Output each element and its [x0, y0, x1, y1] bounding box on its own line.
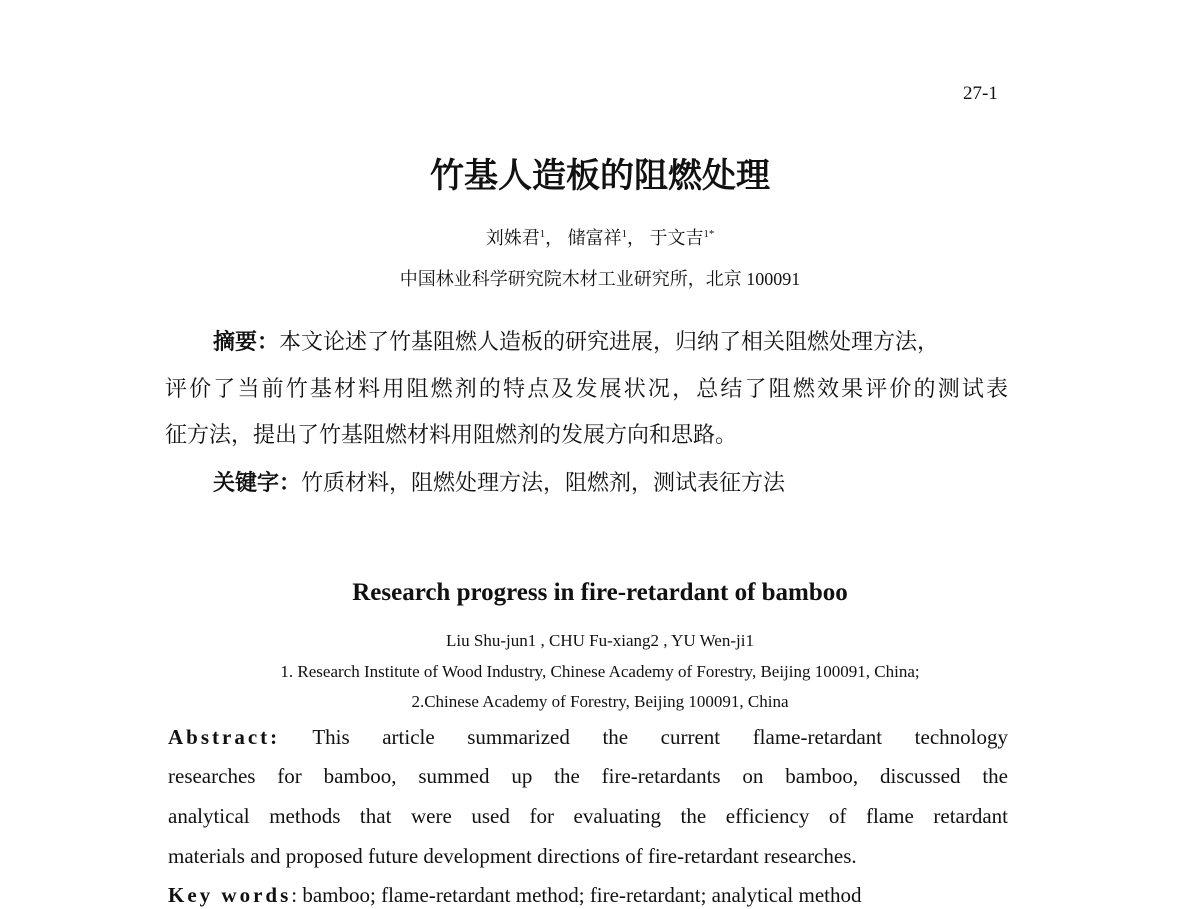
cn-abstract-line-1 — [213, 331, 939, 353]
cn-abstract-text: 本文论述了竹基阻燃人造板的研究进展，归纳了相关阻燃处理方法， — [279, 329, 940, 354]
cn-keywords — [213, 472, 785, 494]
en-abstract-line-1 — [168, 727, 1008, 748]
en-abstract-label: Abstract: — [168, 725, 281, 749]
cn-keywords-label: 关键字： — [213, 470, 302, 495]
cn-affiliation: 中国林业科学研究院木材工业研究所，北京 100091 — [399, 269, 801, 289]
cn-title: 竹基人造板的阻燃处理 — [430, 158, 770, 195]
cn-keywords-text: 竹质材料，阻燃处理方法，阻燃剂，测试表征方法 — [301, 470, 786, 495]
separator: ， — [545, 228, 564, 248]
cn-abstract-label: 摘要： — [213, 329, 280, 354]
en-abstract-text: This article summarized the current flame-retardant technology — [312, 725, 1008, 749]
en-keywords — [168, 885, 862, 906]
cn-abstract-line-3: 征方法，提出了竹基阻燃材料用阻燃剂的发展方向和思路。 — [165, 422, 738, 447]
en-keywords-text: : bamboo; flame-retardant method; fire-retardant; analytical method — [291, 883, 862, 907]
cn-author: 于文吉 — [649, 228, 704, 248]
author-affiliation-mark: 1 — [621, 228, 627, 240]
en-abstract-line-4: materials and proposed future development directions of fire-retardant researches. — [168, 844, 857, 868]
page-number: 27-1 — [963, 83, 998, 104]
cn-author: 刘姝君 — [485, 228, 540, 248]
en-keywords-label: Key words — [168, 883, 292, 907]
en-abstract-line-3: analytical methods that were used for evaluating the efficiency of flame retardant — [168, 804, 1008, 828]
separator: ， — [627, 228, 645, 248]
en-affiliation-1: 1. Research Institute of Wood Industry, Chinese Academy of Forestry, Beijing 100091, China; — [280, 662, 920, 681]
en-title: Research progress in fire-retardant of bamboo — [352, 579, 848, 606]
en-authors: Liu Shu-jun1 , CHU Fu-xiang2 , YU Wen-ji1 — [446, 631, 754, 650]
cn-authors — [0, 229, 1200, 247]
cn-author: 储富祥 — [567, 228, 622, 248]
en-affiliation-2: 2.Chinese Academy of Forestry, Beijing 100091, China — [411, 692, 789, 711]
cn-abstract-line-2: 评价了当前竹基材料用阻燃剂的特点及发展状况，总结了阻燃效果评价的测试表 — [165, 376, 1008, 401]
author-affiliation-mark: 1* — [703, 228, 715, 240]
author-affiliation-mark: 1 — [539, 228, 546, 240]
en-abstract-line-2: researches for bamboo, summed up the fire-retardants on bamboo, discussed the — [168, 764, 1008, 788]
